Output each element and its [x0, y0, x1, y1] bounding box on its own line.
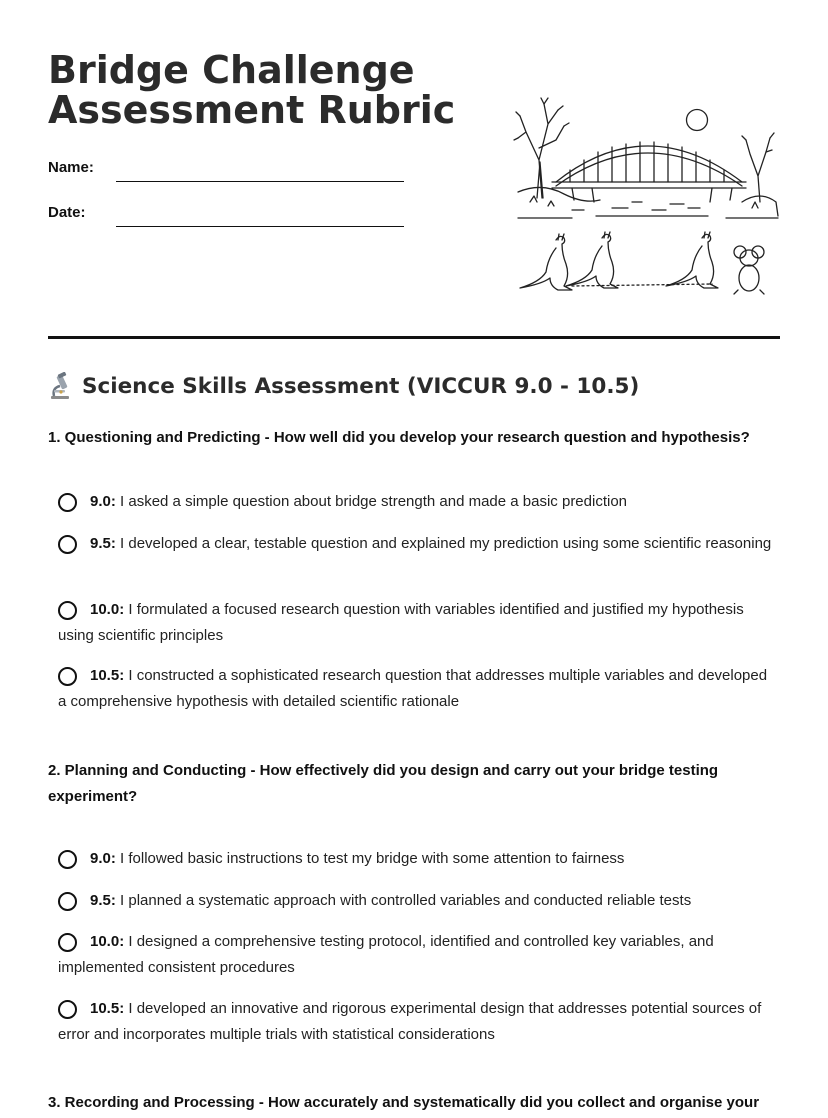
date-label: Date:	[48, 204, 86, 221]
option-text: I followed basic instructions to test my bridge with some attention to fairness	[115, 850, 625, 867]
option-text: I developed an innovative and rigorous experimental design that addresses potential sources of error and incorporates multiple trials with statistical considerations	[58, 1000, 762, 1043]
radio-button[interactable]	[58, 535, 77, 554]
kangaroo-icon	[566, 232, 618, 288]
option-q1-9-5[interactable]	[58, 531, 774, 557]
option-q1-10-0[interactable]	[58, 597, 774, 649]
radio-button[interactable]	[58, 892, 77, 911]
radio-button[interactable]	[58, 933, 77, 952]
bridge-kangaroo-illustration	[512, 90, 782, 302]
radio-button[interactable]	[58, 850, 77, 869]
option-q2-9-0[interactable]	[58, 846, 774, 872]
question-3: 3. Recording and Processing - How accurately and systematically did you collect and organise your	[48, 1094, 760, 1111]
level-label: 10.5:	[90, 667, 125, 684]
question-2: 2. Planning and Conducting - How effectively did you design and carry out your bridge testing experiment?	[48, 762, 719, 805]
option-q1-9-0[interactable]	[58, 489, 774, 515]
option-text: I asked a simple question about bridge strength and made a basic prediction	[115, 493, 628, 510]
title-line-1: Bridge Challenge	[48, 48, 415, 92]
sun-icon	[687, 110, 708, 131]
option-q2-9-5[interactable]	[58, 888, 774, 914]
name-label: Name:	[48, 159, 94, 176]
option-text: I formulated a focused research question with variables identified and justified my hypothesis using scientific principles	[58, 601, 744, 644]
level-label: 9.0:	[90, 493, 116, 510]
radio-button[interactable]	[58, 601, 77, 620]
option-text: I developed a clear, testable question and explained my prediction using some scientific reasoning	[115, 535, 772, 552]
section-title	[48, 372, 639, 400]
name-field[interactable]	[116, 181, 404, 182]
microscope-icon	[48, 372, 72, 400]
level-label: 9.5:	[90, 892, 116, 909]
page-title	[48, 50, 478, 130]
kangaroo-icon	[666, 232, 718, 288]
level-label: 9.5:	[90, 535, 116, 552]
level-label: 9.0:	[90, 850, 116, 867]
option-text: I designed a comprehensive testing protocol, identified and controlled key variables, and implemented consistent procedures	[58, 933, 714, 976]
title-line-2: Assessment Rubric	[48, 88, 456, 132]
radio-button[interactable]	[58, 493, 77, 512]
level-label: 10.0:	[90, 933, 125, 950]
section-title-text: Science Skills Assessment (VICCUR 9.0 - 10.5)	[82, 373, 640, 399]
date-field[interactable]	[116, 226, 404, 227]
option-q2-10-0[interactable]	[58, 929, 774, 981]
header-divider	[48, 336, 780, 339]
option-text: I planned a systematic approach with controlled variables and conducted reliable tests	[115, 892, 692, 909]
radio-button[interactable]	[58, 667, 77, 686]
tree-icon	[742, 133, 774, 202]
koala-icon	[734, 246, 764, 294]
level-label: 10.0:	[90, 601, 125, 618]
kangaroo-icon	[520, 234, 572, 290]
level-label: 10.5:	[90, 1000, 125, 1017]
option-text: I constructed a sophisticated research question that addresses multiple variables and developed a comprehensive hypothesis with detailed scientific rationale	[58, 667, 768, 710]
option-q2-10-5[interactable]	[58, 996, 774, 1048]
question-1: 1. Questioning and Predicting - How well did you develop your research question and hypothesis?	[48, 429, 750, 446]
bridge-icon	[552, 142, 746, 202]
option-q1-10-5[interactable]	[58, 663, 774, 715]
radio-button[interactable]	[58, 1000, 77, 1019]
